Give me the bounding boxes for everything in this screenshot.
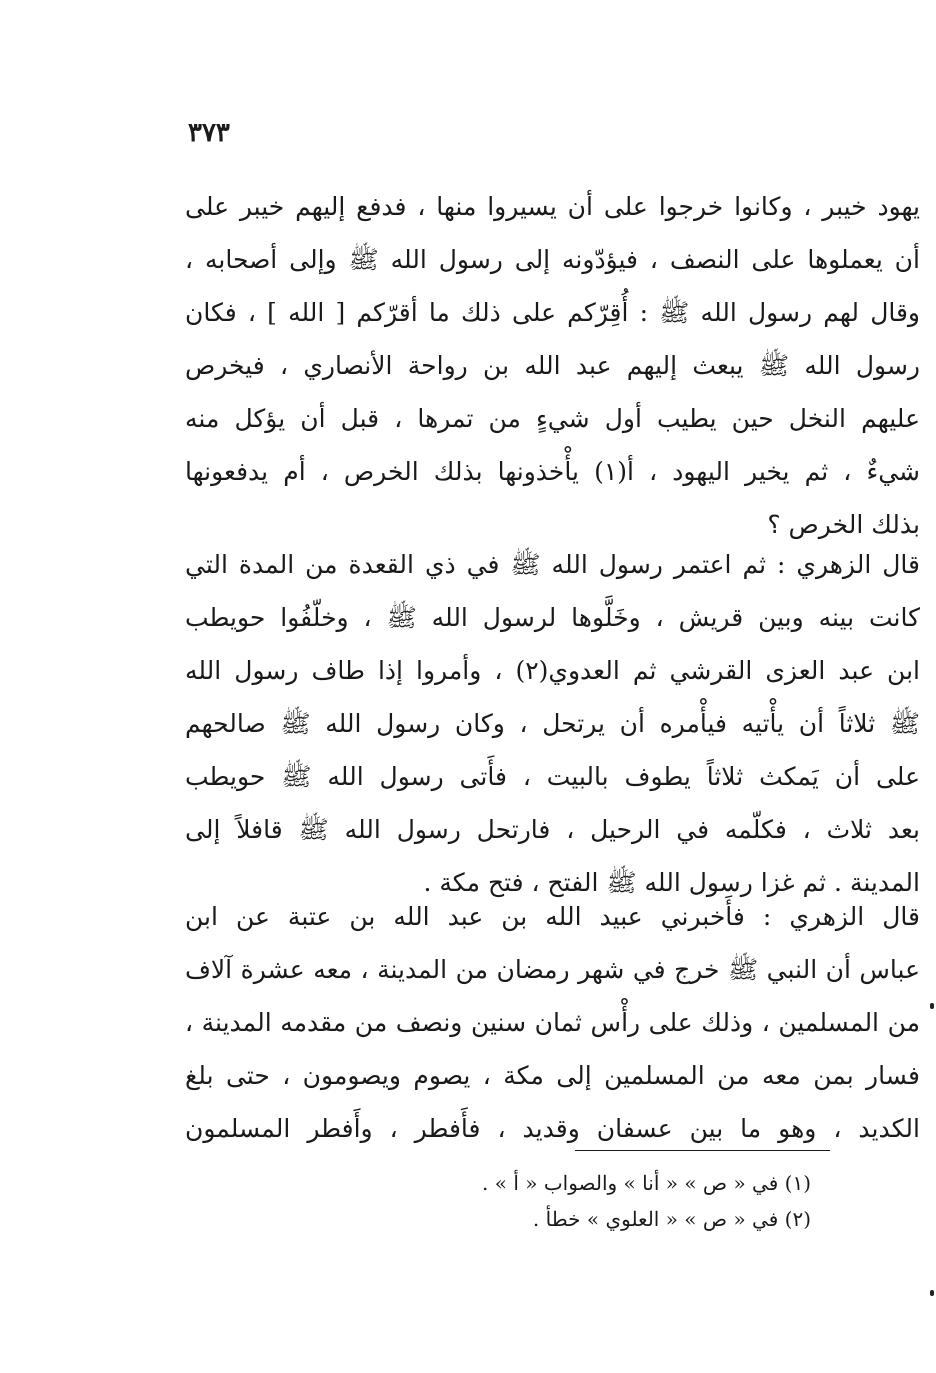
text-line: المدينة . ثم غزا رسول الله ﷺ الفتح ، فتح مكة . — [423, 868, 920, 897]
text-line: ﷺ ثلاثاً أن يأْتيه فيأْمره أن يرتحل ، وكان رسول الله ﷺ صالحهم — [185, 709, 920, 738]
paragraph-1 — [185, 180, 920, 551]
text-line: من المسلمين ، وذلك على رأْس ثمان سنين ونصف من مقدمه المدينة ، — [185, 1008, 920, 1037]
text-line: بذلك الخرص ؟ — [767, 510, 920, 539]
footnote-1: (١) في « ص » « أنا » والصواب « أ » . — [482, 1171, 811, 1195]
text-line: عباس أن النبي ﷺ خرج في شهر رمضان من المدينة ، معه عشرة آلاف — [185, 955, 920, 984]
footnote-divider — [575, 1150, 830, 1151]
text-line: يهود خيبر ، وكانوا خرجوا على أن يسيروا منها ، فدفع إليهم خيبر على — [185, 192, 920, 221]
text-line: كانت بينه وبين قريش ، وخَلَّوها لرسول الله ﷺ ، وخلّفُوا حويطب — [185, 603, 920, 632]
text-line: ابن عبد العزى القرشي ثم العدوي(٢) ، وأمروا إذا طاف رسول الله — [185, 656, 920, 685]
text-line: أن يعملوها على النصف ، فيؤدّونه إلى رسول الله ﷺ وإلى أصحابه ، — [185, 245, 920, 274]
paragraph-2 — [185, 538, 920, 909]
text-line: قال الزهري : ثم اعتمر رسول الله ﷺ في ذي القعدة من المدة التي — [185, 550, 920, 579]
page-number: ٣٧٣ — [188, 118, 230, 148]
scan-speck — [930, 1290, 934, 1296]
text-line: بعد ثلاث ، فكلّمه في الرحيل ، فارتحل رسول الله ﷺ قافلاً إلى — [185, 815, 920, 844]
text-line: وقال لهم رسول الله ﷺ : أُقِرّكم على ذلك ما أقرّكم [ الله ] ، فكان — [185, 298, 920, 327]
text-line: فسار بمن معه من المسلمين إلى مكة ، يصوم ويصومون ، حتى بلغ — [185, 1061, 920, 1090]
text-line: الكديد ، وهو ما بين عسفان وقديد ، فأَفطر ، وأَفطر المسلمون — [185, 1114, 920, 1143]
text-line: عليهم النخل حين يطيب أول شيءٍ من تمرها ، قبل أن يؤكل منه — [185, 404, 920, 433]
text-line: على أن يَمكث ثلاثاً يطوف بالبيت ، فأَتى رسول الله ﷺ حويطب — [185, 762, 920, 791]
text-line: شيءٌ ، ثم يخير اليهود ، أ(١) يأْخذونها بذلك الخرص ، أم يدفعونها — [185, 457, 920, 486]
scan-speck — [930, 1003, 934, 1009]
footnotes — [411, 1165, 811, 1237]
text-line: رسول الله ﷺ يبعث إليهم عبد الله بن رواحة الأنصاري ، فيخرص — [185, 351, 920, 380]
paragraph-3 — [185, 890, 920, 1155]
footnote-2: (٢) في « ص » « العلوي » خطأ . — [532, 1207, 811, 1231]
text-line: قال الزهري : فأَخبرني عبيد الله بن عبد الله بن عتبة عن ابن — [185, 902, 920, 931]
